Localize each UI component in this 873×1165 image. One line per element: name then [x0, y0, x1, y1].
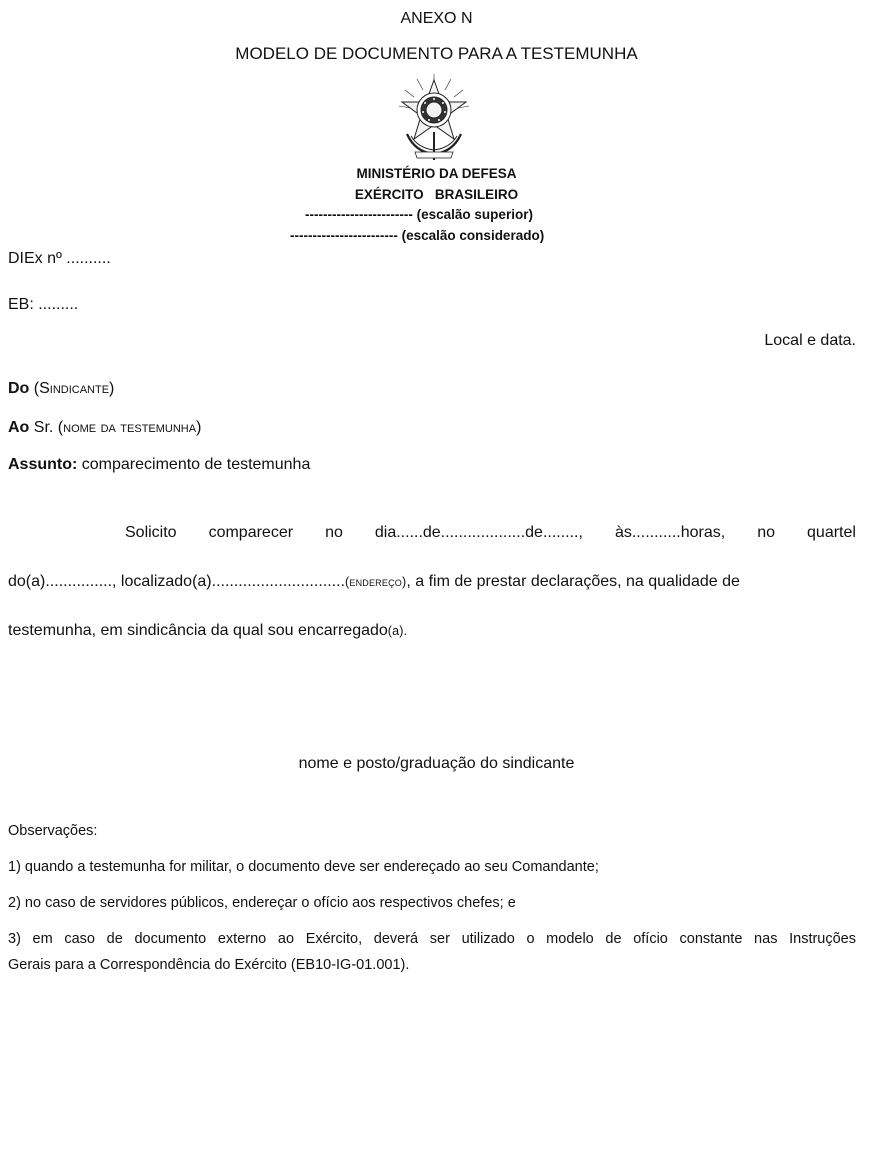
observations-title: Observações: — [8, 823, 98, 839]
from-line — [8, 380, 114, 398]
diex-number: DIEx nº .......... — [8, 250, 111, 267]
ministry-name: MINISTÉRIO DA DEFESA — [356, 166, 517, 181]
body-word: no — [757, 524, 776, 541]
to-value: (nome da testemunha) — [57, 419, 202, 436]
body-line-3-b: (a). — [387, 624, 408, 638]
annex-title: ANEXO N — [400, 10, 473, 27]
body-line-2 — [8, 573, 740, 591]
from-label: Do — [8, 380, 30, 397]
body-word: quartel — [807, 524, 856, 541]
brazil-coat-of-arms-icon — [393, 72, 475, 162]
subject-label: Assunto: — [8, 456, 78, 473]
to-label: Ao — [8, 419, 30, 436]
body-word: dia......de...................de........, — [374, 524, 583, 541]
body-line-1 — [125, 524, 856, 542]
from-value: (Sindicante) — [33, 380, 115, 397]
to-prefix: Sr. — [33, 419, 54, 436]
to-line — [8, 419, 201, 437]
body-line-2-c: , a fim de prestar declarações, na qualidade de — [406, 573, 740, 590]
body-word: comparecer — [208, 524, 294, 541]
echelon-considered: ------------------------ (escalão considerado) — [290, 228, 545, 243]
subject-line — [8, 456, 310, 474]
body-line-3-a: testemunha, em sindicância da qual sou encarregado — [8, 622, 388, 639]
body-word: Solicito — [125, 524, 177, 541]
echelon-superior: ------------------------ (escalão superior) — [305, 207, 533, 222]
observation-item-1: 1) quando a testemunha for militar, o documento deve ser endereçado ao seu Comandante; — [8, 859, 599, 875]
model-title: MODELO DE DOCUMENTO PARA A TESTEMUNHA — [235, 44, 638, 63]
subject-value: comparecimento de testemunha — [81, 456, 311, 473]
body-word: no — [325, 524, 343, 541]
observation-item-3-continued: Gerais para a Correspondência do Exército (EB10-IG-01.001). — [8, 957, 410, 973]
place-and-date: Local e data. — [764, 332, 856, 349]
observation-item-3: 3) em caso de documento externo ao Exército, deverá ser utilizado o modelo de ofício constante nas Instruções — [8, 931, 856, 947]
body-line-2-address: (endereço) — [345, 575, 407, 589]
army-name: EXÉRCITO BRASILEIRO — [354, 187, 519, 202]
body-line-3 — [8, 622, 407, 640]
body-line-2-a: do(a)..............., localizado(a).............................. — [8, 573, 345, 590]
signature-line: nome e posto/graduação do sindicante — [298, 755, 575, 772]
body-word: às...........horas, — [614, 524, 726, 541]
observation-item-2: 2) no caso de servidores públicos, endereçar o ofício aos respectivos chefes; e — [8, 895, 516, 911]
eb-number: EB: ......... — [8, 296, 79, 313]
